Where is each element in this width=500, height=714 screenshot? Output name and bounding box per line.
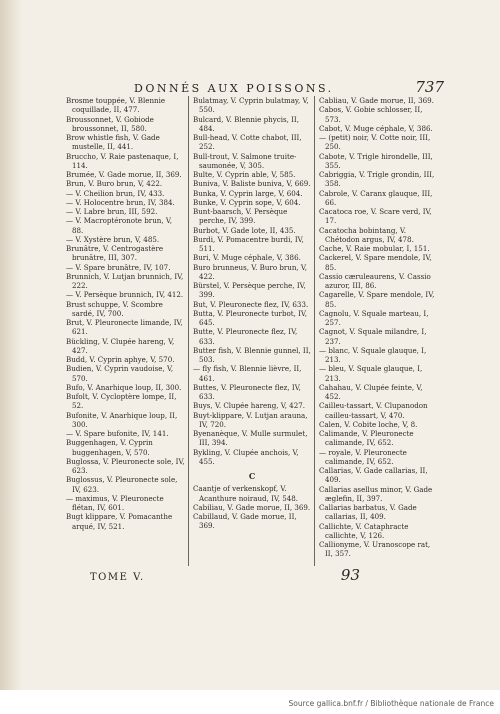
index-entry: Cagnot, V. Squale milandre, I, 237. xyxy=(319,327,427,346)
index-entry: — royale, V. Pleuronecte calimande, IV, 652. xyxy=(319,447,407,466)
index-entry: — (petit) noir, V. Cotte noir, III, 250. xyxy=(319,133,431,152)
index-entry: — V. Xystère brun, V, 485. xyxy=(66,234,160,244)
index-entry: Bürstel, V. Persèque perche, IV, 399. xyxy=(193,281,306,300)
index-entry: — fly fish, V. Blennie lièvre, II, 461. xyxy=(193,364,302,383)
index-entry: Buglossa, V. Pleuronecte sole, IV, 623. xyxy=(66,456,185,475)
index-entry: Cagarelle, V. Spare mendole, IV, 85. xyxy=(319,290,435,309)
index-entry: Bunt-baarsch, V. Persèque perche, IV, 399. xyxy=(193,207,288,226)
index-columns xyxy=(62,96,442,566)
index-entry: Buniva, V. Baliste buniva, V, 669. xyxy=(193,179,311,189)
index-entry: Cackerel, V. Spare mendole, IV, 85. xyxy=(319,253,432,272)
index-entry: Calen, V. Cobite loche, V, 8. xyxy=(319,419,418,429)
index-entry: Brumée, V. Gade morue, II, 369. xyxy=(66,170,182,179)
section-letter-heading: C xyxy=(248,471,256,481)
page-edge-shadow xyxy=(0,0,22,700)
index-entry: — V. Spare brunâtre, IV, 107. xyxy=(66,262,171,272)
index-entry: Bunka, V. Cyprin large, V, 604. xyxy=(193,188,303,198)
index-entry: Cacatocha bobintang, V. Chétodon argus, IV, 478. xyxy=(319,225,414,244)
index-entry: Callarias, V. Gade callarias, II, 409. xyxy=(319,466,428,485)
index-entry: Cacatoca roe, V. Scare verd, IV, 17. xyxy=(319,207,432,226)
index-entry: Cabiliau, V. Gade morue, II, 369. xyxy=(193,502,311,512)
index-entry: — maximus, V. Pleuronecte flétan, IV, 601. xyxy=(66,493,164,512)
index-entry: Bufolt, V. Cycloptère lompe, II, 52. xyxy=(66,392,177,411)
index-entry: — V. Spare bufonite, IV, 141. xyxy=(66,429,169,438)
index-column-2 xyxy=(188,96,314,566)
index-entry: Budd, V. Cyprin aphye, V, 570. xyxy=(66,355,175,364)
index-entry: Cabot, V. Muge céphale, V, 386. xyxy=(319,123,433,133)
index-entry: Buro brunneus, V. Buro brun, V, 422. xyxy=(193,262,308,281)
index-entry: Bull-head, V. Cotte chabot, III, 252. xyxy=(193,133,302,152)
index-entry: Brust schuppe, V. Scombre sardé, IV, 700. xyxy=(66,299,163,318)
index-entry: Callichte, V. Cataphracte callichte, V, 126. xyxy=(319,521,409,540)
index-entry: Brun, V. Buro brun, V, 422. xyxy=(66,179,163,189)
index-entry: Bruccho, V. Raie pastenaque, I, 114. xyxy=(66,151,179,170)
index-entry: Bulcard, V. Blennie phycis, II, 484. xyxy=(193,114,299,133)
index-entry: Butte, V. Pleuronecte flez, IV, 633. xyxy=(193,327,298,346)
index-entry: Brunnich, V. Lutjan brunnich, IV, 222. xyxy=(66,271,184,290)
index-entry: Cailleu-tassart, V. Clupanodon cailleu-tassart, V, 470. xyxy=(319,401,428,420)
index-entry: Bulatmay, V. Cyprin bulatmay, V, 550. xyxy=(193,96,309,115)
index-entry: Cassio cæruleaurens, V. Cassio azuror, III, 86. xyxy=(319,271,431,290)
index-entry: Butta, V. Pleuronecte turbot, IV, 645. xyxy=(193,308,308,327)
index-entry: Callarias asellus minor, V. Gade æglefin, II, 397. xyxy=(319,484,433,503)
index-entry: Cabliau, V. Gade morue, II, 369. xyxy=(319,96,434,105)
index-entry: Cabos, V. Gobie schlosser, II, 573. xyxy=(319,105,423,124)
index-entry: But, V. Pleuronecte flez, IV, 633. xyxy=(193,299,309,309)
index-entry: Bückling, V. Clupée hareng, V, 427. xyxy=(66,336,175,355)
index-entry: Cagnolu, V. Squale marteau, I, 257. xyxy=(319,308,429,327)
index-entry: Cabillaud, V. Gade morue, II, 369. xyxy=(193,512,297,531)
index-entry: — V. Macroptéronote brun, V, 88. xyxy=(66,216,172,235)
index-entry: Butter fish, V. Blennie gunnel, II, 503. xyxy=(193,345,311,364)
index-entry: Cabriggia, V. Trigle grondin, III, 358. xyxy=(319,170,435,189)
index-entry: Brow whistle fish, V. Gade mustelle, II, 441. xyxy=(66,133,160,152)
index-entry: — V. Labre brun, III, 592. xyxy=(66,207,158,216)
index-entry: Budien, V. Cyprin vaudoise, V, 570. xyxy=(66,364,174,383)
index-entry: Bulte, V. Cyprin able, V, 585. xyxy=(193,170,296,179)
index-entry: Cahahau, V. Clupée feinte, V, 452. xyxy=(319,382,423,401)
index-entry: Brunâtre, V. Centrogastère brunâtre, III, 307. xyxy=(66,244,164,263)
signature-mark: 93 xyxy=(340,566,360,584)
source-note: Source gallica.bnf.fr / Bibliothèque nationale de France xyxy=(288,699,494,708)
index-column-1 xyxy=(62,96,188,566)
tome-label: TOME V. xyxy=(90,572,145,583)
index-entry: Bull-trout, V. Salmone truite-saumonée, V, 305. xyxy=(193,151,297,170)
index-entry: — blanc, V. Squale glauque, I, 213. xyxy=(319,345,427,364)
index-entry: Callarias barbatus, V. Gade callarias, II, 409. xyxy=(319,503,417,522)
index-entry: Burbot, V. Gade lote, II, 435. xyxy=(193,225,296,235)
index-entry: — V. Cheilion brun, IV, 433. xyxy=(66,188,165,198)
index-entry: Buys, V. Clupée hareng, V, 427. xyxy=(193,401,305,411)
index-entry: Callionyme, V. Uranoscope rat, II, 357. xyxy=(319,540,431,559)
index-entry: Cabote, V. Trigle hirondelle, III, 355. xyxy=(319,151,433,170)
index-entry: Burdi, V. Pomacentre burdi, IV, 511. xyxy=(193,234,304,253)
index-entry: Bunke, V. Cyprin sope, V, 604. xyxy=(193,197,301,207)
index-entry: — bleu, V. Squale glauque, I, 213. xyxy=(319,364,423,383)
index-entry: Buri, V. Muge céphale, V, 386. xyxy=(193,253,301,263)
running-title: DONNÉS AUX POISSONS. xyxy=(134,82,334,95)
index-entry: Cabrole, V. Caranx glauque, III, 66. xyxy=(319,188,433,207)
index-entry: Buglossus, V. Pleuronecte sole, IV, 623. xyxy=(66,475,178,494)
index-entry: — V. Holocentre brun, IV, 384. xyxy=(66,197,175,207)
index-entry: Buyt-klippare, V. Lutjan arauna, IV, 720. xyxy=(193,410,308,429)
index-entry: Bufonite, V. Anarhique loup, II, 300. xyxy=(66,410,178,429)
index-entry: Byenanèque, V. Mulle surmulet, III, 394. xyxy=(193,429,308,448)
index-entry: Brosme touppée, V. Blennie coquillade, II, 477. xyxy=(66,96,166,115)
index-entry: Buggenhagen, V. Cyprin buggenhagen, V, 570. xyxy=(66,438,153,457)
index-entry: Broussonnet, V. Gobiode broussonnet, II, 580. xyxy=(66,114,154,133)
index-entry: Cache, V. Raie mobular, I, 151. xyxy=(319,244,430,253)
index-entry: Bykling, V. Clupée anchois, V, 455. xyxy=(193,447,299,466)
running-head xyxy=(64,78,444,96)
index-entry: Buttes, V. Pleuronecte flez, IV, 633. xyxy=(193,382,301,401)
index-entry: Brut, V. Pleuronecte limande, IV, 621. xyxy=(66,318,183,337)
page-footer xyxy=(90,566,360,584)
index-entry: Bufo, V. Anarhique loup, II, 300. xyxy=(66,382,182,392)
index-entry: Bugt klippare, V. Pomacanthe arqué, IV, 521. xyxy=(66,512,173,531)
index-column-3 xyxy=(314,96,440,566)
page-number: 737 xyxy=(415,78,444,96)
index-entry: Caantje of verkenskopf, V. Acanthure noiraud, IV, 548. xyxy=(193,484,299,503)
index-entry: — V. Persèque brunnich, IV, 412. xyxy=(66,290,184,300)
index-entry: Calimande, V. Pleuronecte calimande, IV, 652. xyxy=(319,429,414,448)
